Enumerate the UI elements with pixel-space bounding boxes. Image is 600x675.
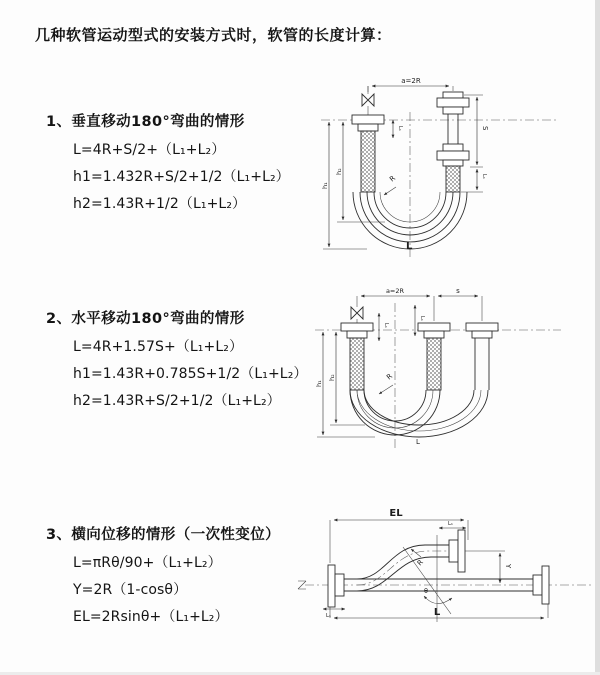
section-2-heading: 2、水平移动180°弯曲的情形 [46,311,245,327]
middle-fitting [418,323,450,390]
dim-label-l1-right: L₁ [481,174,487,179]
section-2-formula-h2: h2=1.43R+S/2+1/2（L₁+L₂） [73,393,281,409]
upper-flange [458,530,465,572]
page-title: 几种软管运动型式的安装方式时，软管的长度计算： [35,26,392,44]
dim-label-h1: h₁ [315,380,323,387]
right-flange [542,566,549,604]
dim-label-el: EL [389,508,403,519]
left-flange [328,565,357,607]
left-fitting-length-dimension [323,609,345,619]
diagram-vertical-180-bend [303,68,573,268]
section-3-heading: 3、横向位移的情形（一次性变位） [46,527,280,543]
stroke-dimension [461,95,489,192]
top-fitting-length-dimension [439,521,466,528]
right-fitting [437,92,469,192]
braided-hose-section [361,131,375,192]
section-2-formula-L: L=4R+1.57S+（L₁+L₂） [73,339,244,355]
angle-construction [403,535,452,622]
dim-label-s: s [456,287,460,295]
dim-label-radius: R [385,372,395,382]
dim-label-l1-left: L₁ [326,613,331,619]
left-fitting [341,323,373,390]
section-3-formula-Y: Y=2R（1-cosθ） [73,582,188,598]
dim-label-h2: h₂ [328,374,336,381]
radius-callout [411,549,425,567]
diagram-horizontal-180-bend [303,281,573,456]
page-right-margin [595,0,600,675]
braided-hose-section [446,166,460,192]
upper-hub [449,540,458,562]
dim-label-h1: h₁ [321,182,329,189]
left-fitting-length-dimension [393,120,403,138]
dim-label-radius: R [388,174,398,184]
pipe-break-symbol [298,581,306,589]
section-3-formula-L: L=πRθ/90+（L₁+L₂） [73,555,222,571]
dim-label-length: L [406,241,413,252]
dim-label-a2r: a=2R [385,287,405,295]
offset-dimension [465,551,512,583]
dim-label-l1-top: L₁ [448,521,453,527]
dim-label-h2: h₂ [335,168,343,175]
radius-callout [379,372,394,394]
dim-label-y: Y [504,564,512,569]
dim-label-theta: θ [424,587,428,595]
left-fitting [352,115,384,192]
section-2-formula-h1: h1=1.43R+0.785S+1/2（L₁+L₂） [73,366,308,382]
top-width-dimension [368,77,453,92]
section-1-formula-h2: h2=1.43R+1/2（L₁+L₂） [73,196,247,212]
dim-label-radius: R [415,558,425,568]
section-3-formula-EL: EL=2Rsinθ+（L₁+L₂） [73,609,229,625]
radius-callout [384,174,397,195]
right-fitting [466,323,498,390]
section-1-formula-L: L=4R+S/2+（L₁+L₂） [73,142,226,158]
valve-icon [362,86,374,115]
braided-hose-section [350,338,364,390]
braided-hose-section [427,338,441,390]
dim-label-a2r: a=2R [401,77,421,85]
dim-label-length: L [416,438,420,446]
section-1-formula-h1: h1=1.432R+S/2+1/2（L₁+L₂） [73,169,290,185]
section-1-heading: 1、垂直移动180°弯曲的情形 [46,114,245,130]
el-dimension [330,508,468,563]
diagram-lateral-displacement [293,488,600,638]
valve-icon [351,305,363,323]
centerlines [321,112,559,260]
dim-label-stroke: S [481,126,489,131]
dim-label-l1-left: L₁ [383,323,389,328]
height-dimensions [315,332,375,437]
dim-label-length: L [433,607,441,618]
hose-u-bend-arcs [350,390,488,437]
dim-label-l1-left: L₁ [397,126,403,131]
length-dimension [330,604,548,618]
dim-label-l1-mid: L₁ [419,316,425,321]
displaced-hose-s-curve [357,530,465,591]
